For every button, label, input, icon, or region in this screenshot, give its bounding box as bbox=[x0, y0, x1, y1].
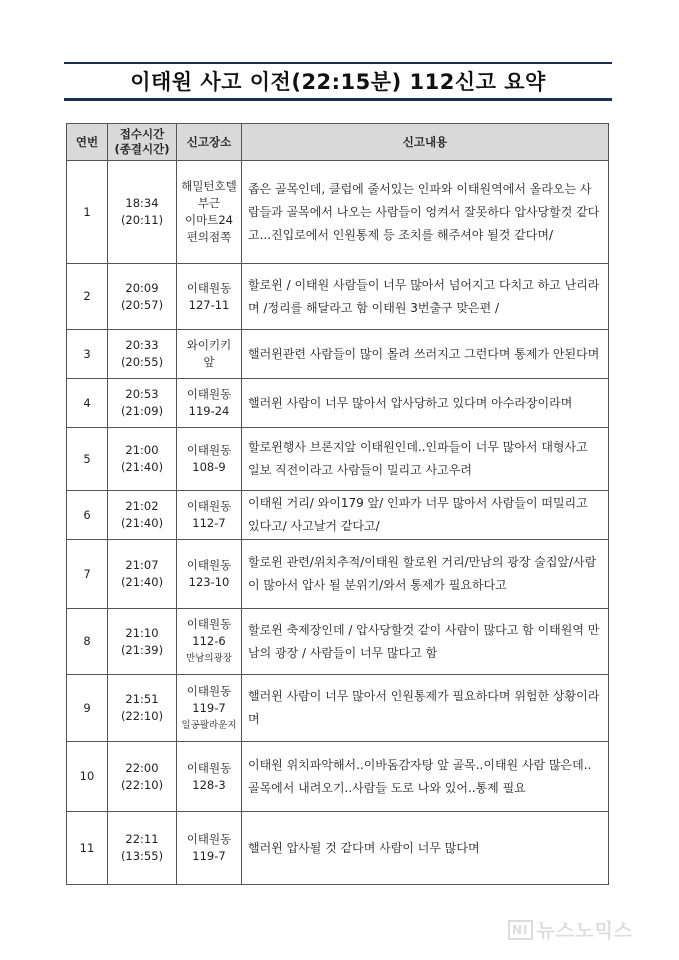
row-place-cell bbox=[177, 428, 242, 491]
row-number: 9 bbox=[67, 675, 108, 742]
table-row bbox=[67, 609, 609, 675]
received-time: 21:07 bbox=[125, 558, 159, 572]
row-number: 8 bbox=[67, 609, 108, 675]
place-line: 이태원동 bbox=[186, 280, 232, 295]
report-content: 할로윈 축제장인데 / 압사당할것 같이 사람이 많다고 함 이태원역 만남의 광장 / 사람들이 너무 많다고 함 bbox=[242, 609, 609, 675]
table-row bbox=[67, 742, 609, 812]
report-table bbox=[66, 123, 609, 885]
row-place-cell bbox=[177, 161, 242, 264]
place-line: 이태원동 bbox=[186, 443, 232, 457]
closed-time: (21:40) bbox=[120, 460, 164, 474]
closed-time: (22:10) bbox=[120, 709, 164, 723]
row-time-cell bbox=[108, 491, 177, 540]
report-content: 할로윈행사 브론지앞 이태원인데..인파들이 너무 많아서 대형사고 일보 직전이라고 사람들이 밀리고 사고우려 bbox=[242, 428, 609, 491]
header-place: 신고장소 bbox=[177, 124, 242, 161]
place-line: 만남의광장 bbox=[186, 653, 232, 664]
row-time-cell bbox=[108, 540, 177, 609]
received-time: 20:53 bbox=[125, 387, 159, 401]
received-time: 20:09 bbox=[125, 280, 159, 295]
row-place-cell bbox=[177, 264, 242, 330]
closed-time: (21:40) bbox=[120, 516, 164, 530]
row-place-cell bbox=[177, 742, 242, 812]
place-line: 119-7 bbox=[192, 849, 226, 863]
place-line: 일공팔라운지 bbox=[181, 719, 237, 731]
row-place-cell bbox=[177, 379, 242, 428]
place-line: 이태원동 bbox=[186, 387, 232, 401]
watermark-text: 뉴스노믹스 bbox=[536, 920, 634, 942]
place-line: 이태원동 bbox=[186, 683, 232, 698]
place-line: 이태원동 bbox=[186, 558, 232, 572]
closed-time: (20:57) bbox=[120, 297, 164, 312]
closed-time: (20:55) bbox=[120, 355, 164, 369]
place-line: 앞 bbox=[203, 355, 215, 369]
header-time-line2: (종결시간) bbox=[114, 142, 170, 156]
row-number: 5 bbox=[67, 428, 108, 491]
row-number: 11 bbox=[67, 812, 108, 885]
watermark bbox=[508, 916, 633, 943]
received-time: 22:00 bbox=[125, 760, 159, 775]
place-line: 128-3 bbox=[192, 777, 226, 792]
table-header-row bbox=[67, 124, 609, 161]
closed-time: (21:09) bbox=[120, 404, 164, 418]
place-line: 이태원동 bbox=[186, 832, 232, 846]
row-time-cell bbox=[108, 812, 177, 885]
place-line: 119-24 bbox=[188, 404, 230, 418]
title-bar bbox=[64, 62, 612, 101]
row-number: 6 bbox=[67, 491, 108, 540]
report-content: 핼러윈 압사될 것 같다며 사람이 너무 많다며 bbox=[242, 812, 609, 885]
row-number: 2 bbox=[67, 264, 108, 330]
place-line: 이태원동 bbox=[186, 617, 232, 631]
row-time-cell bbox=[108, 742, 177, 812]
row-time-cell bbox=[108, 379, 177, 428]
closed-time: (13:55) bbox=[120, 849, 164, 863]
place-line: 이태원동 bbox=[186, 760, 232, 775]
table-row bbox=[67, 812, 609, 885]
place-line: 와이키키 bbox=[186, 338, 232, 352]
report-content: 좁은 골목인데, 클럽에 줄서있는 인파와 이태원역에서 올라오는 사람들과 골목에서 나오는 사람들이 엉켜서 잘못하다 압사당할것 같다고...진입로에서 인원통제 등 조치를 해주셔야 될것 같다며/ bbox=[242, 161, 609, 264]
row-time-cell bbox=[108, 264, 177, 330]
place-line: 편의점쪽 bbox=[186, 230, 232, 244]
row-time-cell bbox=[108, 161, 177, 264]
row-number: 7 bbox=[67, 540, 108, 609]
table-row bbox=[67, 264, 609, 330]
place-line: 127-11 bbox=[188, 297, 230, 312]
received-time: 21:51 bbox=[125, 692, 159, 706]
header-no: 연번 bbox=[67, 124, 108, 161]
table-body bbox=[67, 161, 609, 885]
row-place-cell bbox=[177, 675, 242, 742]
row-time-cell bbox=[108, 675, 177, 742]
report-content: 핼러윈 사람이 너무 많아서 인원통제가 필요하다며 위험한 상황이라며 bbox=[242, 675, 609, 742]
row-time-cell bbox=[108, 609, 177, 675]
place-line: 112-6 bbox=[192, 634, 226, 648]
watermark-logo: NI bbox=[508, 920, 533, 940]
row-place-cell bbox=[177, 540, 242, 609]
table-row bbox=[67, 161, 609, 264]
place-line: 이태원동 bbox=[186, 499, 232, 513]
closed-time: (21:40) bbox=[120, 575, 164, 589]
header-time-line1: 접수시간 bbox=[119, 127, 165, 141]
closed-time: (22:10) bbox=[120, 777, 164, 792]
page-title: 이태원 사고 이전(22:15분) 112신고 요약 bbox=[130, 70, 546, 94]
place-line: 112-7 bbox=[192, 516, 226, 530]
closed-time: (21:39) bbox=[120, 642, 164, 657]
row-number: 10 bbox=[67, 742, 108, 812]
report-content: 할로윈 관련/위치추적/이태원 할로윈 거리/만남의 광장 술집앞/사람이 많아서 압사 될 분위기/와서 통제가 필요하다고 bbox=[242, 540, 609, 609]
row-place-cell bbox=[177, 609, 242, 675]
row-time-cell bbox=[108, 330, 177, 379]
table-row bbox=[67, 330, 609, 379]
place-line: 119-7 bbox=[192, 700, 226, 715]
row-number: 4 bbox=[67, 379, 108, 428]
received-time: 21:00 bbox=[125, 443, 159, 457]
table-row bbox=[67, 379, 609, 428]
table-row bbox=[67, 540, 609, 609]
received-time: 22:11 bbox=[125, 832, 159, 846]
table-row bbox=[67, 428, 609, 491]
header-time bbox=[108, 124, 177, 161]
place-line: 108-9 bbox=[192, 460, 226, 474]
row-time-cell bbox=[108, 428, 177, 491]
report-content: 핼러윈 사람이 너무 많아서 압사당하고 있다며 아수라장이라며 bbox=[242, 379, 609, 428]
received-time: 18:34 bbox=[125, 196, 159, 210]
row-number: 1 bbox=[67, 161, 108, 264]
table-row bbox=[67, 491, 609, 540]
table-row bbox=[67, 675, 609, 742]
report-content: 할로윈 / 이태원 사람들이 너무 많아서 넘어지고 다치고 하고 난리라며 /정리를 해달라고 함 이태원 3번출구 맞은편 / bbox=[242, 264, 609, 330]
report-content: 이태원 위치파악해서..이바돔감자탕 앞 골목..이태원 사람 많은데..골목에서 내려오기..사람들 도로 나와 있어..통제 필요 bbox=[242, 742, 609, 812]
row-number: 3 bbox=[67, 330, 108, 379]
row-place-cell bbox=[177, 491, 242, 540]
report-content: 이태원 거리/ 와이179 앞/ 인파가 너무 많아서 사람들이 떠밀리고 있다고/ 사고날거 같다고/ bbox=[242, 491, 609, 540]
received-time: 21:10 bbox=[125, 625, 159, 640]
place-line: 123-10 bbox=[188, 575, 230, 589]
report-content: 핼러윈관련 사람들이 많이 몰려 쓰러지고 그런다며 통제가 안된다며 bbox=[242, 330, 609, 379]
place-line: 부근 bbox=[197, 196, 221, 210]
closed-time: (20:11) bbox=[120, 213, 164, 227]
place-line: 이마트24 bbox=[185, 213, 233, 227]
received-time: 21:02 bbox=[125, 499, 159, 513]
place-line: 해밀턴호텔 bbox=[181, 179, 237, 193]
row-place-cell bbox=[177, 330, 242, 379]
row-place-cell bbox=[177, 812, 242, 885]
received-time: 20:33 bbox=[125, 338, 159, 352]
header-content: 신고내용 bbox=[242, 124, 609, 161]
